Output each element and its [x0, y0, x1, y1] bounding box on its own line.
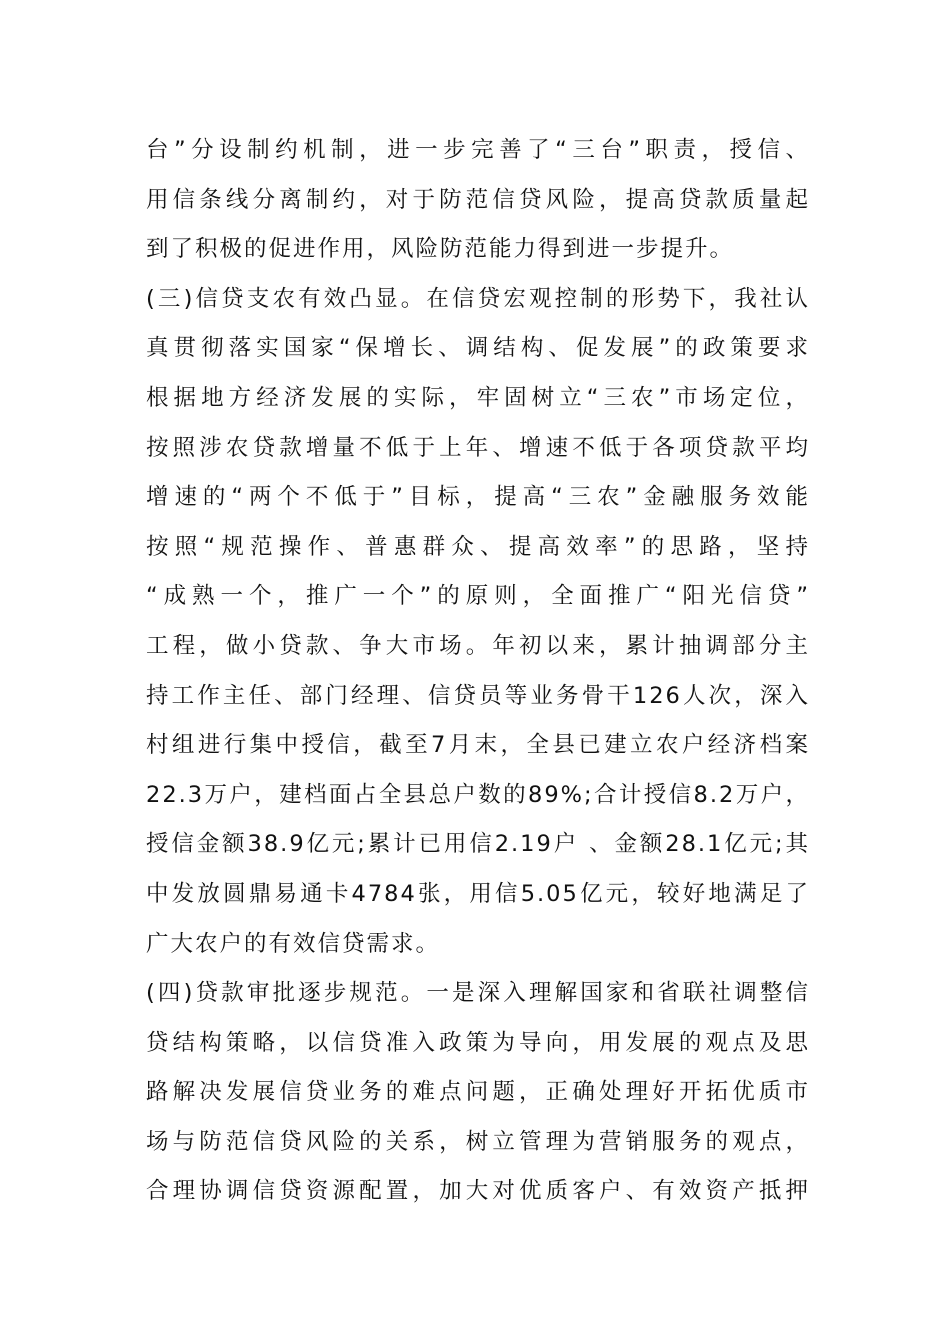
text-line: 工程，做小贷款、争大市场。年初以来，累计抽调部分主: [146, 632, 810, 659]
text-line: 台”分设制约机制，进一步完善了“三台”职责，授信、: [146, 137, 810, 163]
text-line: 到了积极的促进作用，风险防范能力得到进一步提升。: [146, 236, 735, 263]
text-line: 合理协调信贷资源配置，加大对优质客户、有效资产抵押: [146, 1178, 810, 1205]
text-line: 按照“规范操作、普惠群众、提高效率”的思路，坚持: [146, 533, 810, 560]
text-line: 广大农户的有效信贷需求。: [146, 930, 441, 957]
text-line: 贷结构策略，以信贷准入政策为导向，用发展的观点及思: [146, 1029, 810, 1056]
text-line: (三)信贷支农有效凸显。在信贷宏观控制的形势下，我社认: [146, 285, 810, 312]
text-line: 路解决发展信贷业务的难点问题，正确处理好开拓优质市: [146, 1079, 810, 1106]
text-line: “成熟一个，推广一个”的原则，全面推广“阳光信贷”: [146, 583, 810, 610]
text-line: 村组进行集中授信，截至7月末，全县已建立农户经济档案: [146, 732, 810, 759]
text-line: 持工作主任、部门经理、信贷员等业务骨干126人次，深入: [146, 682, 810, 709]
text-line: 22.3万户，建档面占全县总户数的89%;合计授信8.2万户，: [146, 781, 810, 808]
body-text: [146, 126, 810, 1217]
text-line: 真贯彻落实国家“保增长、调结构、促发展”的政策要求: [146, 335, 810, 362]
text-line: 用信条线分离制约，对于防范信贷风险，提高贷款质量起: [146, 186, 810, 213]
text-line: 场与防范信贷风险的关系，树立管理为营销服务的观点，: [146, 1128, 810, 1155]
text-line: 根据地方经济发展的实际，牢固树立“三农”市场定位，: [146, 384, 810, 411]
text-line: 中发放圆鼎易通卡4784张，用信5.05亿元，较好地满足了: [146, 880, 810, 907]
text-line: 增速的“两个不低于”目标，提高“三农”金融服务效能: [146, 484, 810, 511]
text-line: 按照涉农贷款增量不低于上年、增速不低于各项贷款平均: [146, 434, 810, 461]
text-line: (四)贷款审批逐步规范。一是深入理解国家和省联社调整信: [146, 980, 810, 1007]
text-line: 授信金额38.9亿元;累计已用信2.19户 、金额28.1亿元;其: [146, 831, 810, 858]
